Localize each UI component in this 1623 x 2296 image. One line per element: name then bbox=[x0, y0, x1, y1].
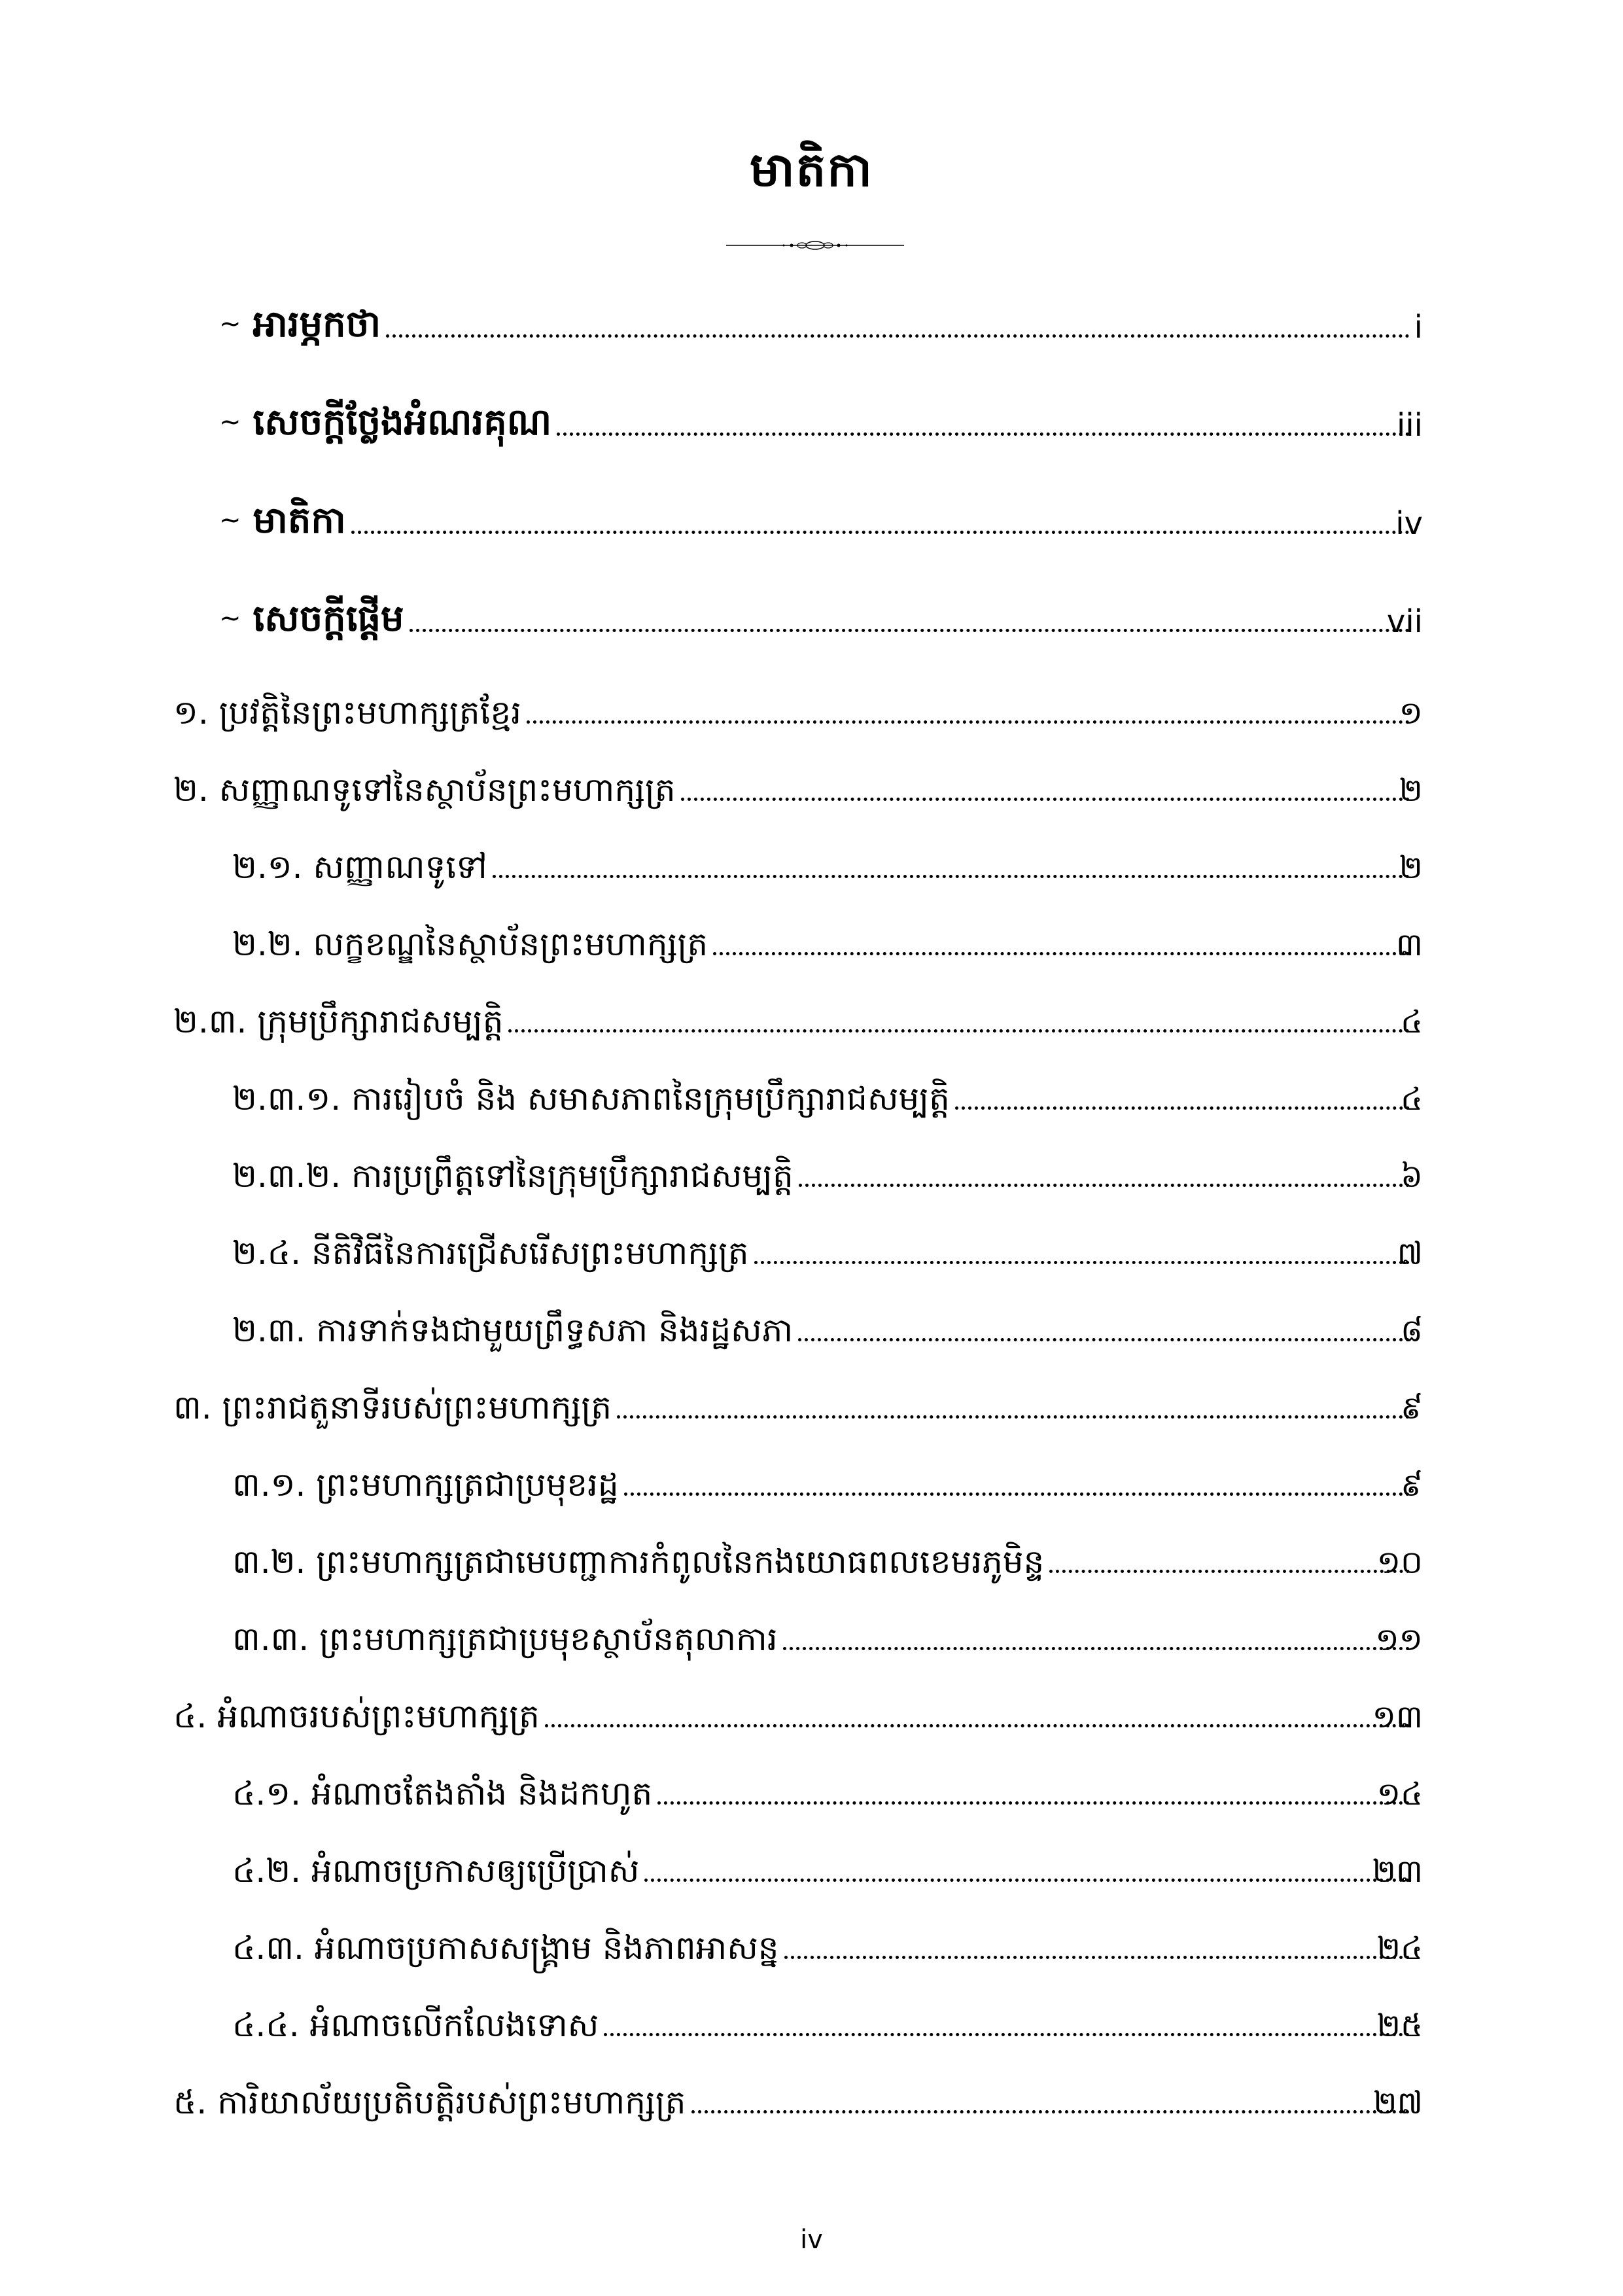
toc-page-number: ១១ bbox=[1375, 1621, 1423, 1658]
toc-entry[interactable] bbox=[232, 1446, 1423, 1505]
dot-leader bbox=[624, 1492, 1410, 1496]
toc-label: ១. ប្រវត្តិនៃព្រះមហាក្សត្រខ្មែរ bbox=[173, 694, 522, 732]
toc-page-number: iv bbox=[1395, 505, 1423, 542]
toc-front-item[interactable] bbox=[219, 484, 1423, 543]
toc-page-number: ៨ bbox=[1401, 1313, 1423, 1349]
toc-marker: ~ bbox=[219, 407, 241, 437]
toc-label: ៤.១. អំណាចតែងតាំង និងដកហូត bbox=[232, 1775, 653, 1812]
toc-entry[interactable] bbox=[232, 906, 1423, 964]
toc-label: ៤.២. អំណាចប្រកាសឲ្យប្រើប្រាស់ bbox=[232, 1852, 640, 1890]
toc-label: សេចក្តីថ្លែងអំណរគុណ bbox=[253, 401, 552, 444]
toc-page-number: ៧ bbox=[1397, 1235, 1423, 1272]
toc-entry[interactable] bbox=[173, 674, 1423, 733]
toc-page-number: ២៧ bbox=[1373, 2085, 1423, 2121]
toc-label: ២.២. លក្ខខណ្ឌនៃស្ថាប័នព្រះមហាក្សត្រ bbox=[232, 925, 708, 963]
toc-entry[interactable] bbox=[232, 1060, 1423, 1119]
toc-label: ៣.១. ព្រះមហាក្សត្រជាប្រមុខរដ្ឋ bbox=[232, 1466, 619, 1504]
toc-page-number: ៦ bbox=[1401, 1158, 1423, 1195]
toc-page-number: ២៤ bbox=[1376, 1930, 1423, 1967]
toc-page-number: ២៥ bbox=[1376, 2007, 1423, 2044]
toc-page-number: ១០ bbox=[1376, 1544, 1423, 1581]
toc-label: ២.១. សញ្ញាណទូទៅ bbox=[232, 848, 487, 886]
toc-label: អារម្ភកថា bbox=[253, 303, 381, 345]
toc-page-number: ១៤ bbox=[1376, 1776, 1423, 1812]
toc-entry[interactable] bbox=[232, 1832, 1423, 1891]
toc-label: ៤.៤. អំណាចលើកលែងទោស bbox=[232, 2006, 599, 2044]
toc-entry[interactable] bbox=[232, 1755, 1423, 1814]
dot-leader bbox=[557, 433, 1410, 436]
toc-page-number: ៤ bbox=[1401, 1004, 1423, 1040]
toc-entry[interactable] bbox=[232, 1987, 1423, 2045]
title-ornament-divider bbox=[726, 236, 904, 255]
toc-label: ២.៣.១. ការរៀបចំ និង សមាសភាពនៃក្រុមប្រឹក្សារាជសម្បត្តិ bbox=[232, 1080, 950, 1118]
toc-label: ៥. ការិយាល័យប្រតិបត្តិរបស់ព្រះមហាក្សត្រ bbox=[173, 2083, 686, 2121]
dot-leader bbox=[644, 1879, 1410, 1882]
toc-marker: ~ bbox=[219, 603, 241, 633]
dot-leader bbox=[351, 531, 1410, 534]
toc-front-item[interactable] bbox=[219, 386, 1423, 445]
toc-label: ៣.២. ព្រះមហាក្សត្រជាមេបញ្ជាការកំពូលនៃកងយោធពលខេមរភូមិន្ទ bbox=[232, 1543, 1045, 1581]
toc-label: ២.៣.២. ការប្រព្រឹត្តទៅនៃក្រុមប្រឹក្សារាជសម្បត្តិ bbox=[232, 1157, 794, 1195]
dot-leader bbox=[784, 1956, 1410, 1959]
toc-page-number: vii bbox=[1386, 603, 1423, 640]
dot-leader bbox=[617, 1415, 1410, 1419]
page-title: មាតិកា bbox=[750, 142, 873, 197]
toc-entry[interactable] bbox=[232, 828, 1423, 887]
footer-page-number: iv bbox=[800, 2225, 823, 2255]
toc-label: ៤.៣. អំណាចប្រកាសសង្គ្រាម និងភាពអាសន្ន bbox=[232, 1929, 779, 1967]
toc-page-number: ១៣ bbox=[1372, 1699, 1423, 1735]
toc-front-item[interactable] bbox=[219, 582, 1423, 641]
toc-label: ២.៤. នីតិវិធីនៃការជ្រើសរើសព្រះមហាក្សត្រ bbox=[232, 1234, 749, 1272]
toc-page-number: ៩ bbox=[1401, 1467, 1423, 1504]
toc-front-item[interactable] bbox=[219, 288, 1423, 347]
toc-entry[interactable] bbox=[232, 1909, 1423, 1968]
dot-leader bbox=[527, 720, 1410, 724]
toc-label: មាតិកា bbox=[253, 499, 346, 542]
toc-label: ២. សញ្ញាណទូទៅនៃស្ថាប័នព្រះមហាក្សត្រ bbox=[173, 771, 676, 809]
dot-leader bbox=[545, 1724, 1410, 1727]
dot-leader bbox=[493, 875, 1410, 878]
toc-page-number: ៩ bbox=[1401, 1390, 1423, 1426]
toc-page-number: i bbox=[1414, 309, 1423, 345]
toc-label: ២.៣. ក្រុមប្រឹក្សារាជសម្បត្តិ bbox=[173, 1002, 504, 1040]
dot-leader bbox=[799, 1184, 1410, 1187]
dot-leader bbox=[508, 1029, 1410, 1033]
toc-marker: ~ bbox=[219, 505, 241, 535]
toc-entry[interactable] bbox=[232, 1214, 1423, 1273]
toc-page-number: ៤ bbox=[1401, 1081, 1423, 1118]
toc-label: ៤. អំណាចរបស់ព្រះមហាក្សត្រ bbox=[173, 1697, 540, 1735]
dot-leader bbox=[955, 1106, 1410, 1110]
dot-leader bbox=[410, 629, 1410, 632]
toc-marker: ~ bbox=[219, 309, 241, 339]
dot-leader bbox=[657, 1801, 1410, 1805]
dot-leader bbox=[386, 334, 1410, 338]
toc-entry[interactable] bbox=[173, 983, 1423, 1042]
toc-page-number: ២ bbox=[1399, 772, 1423, 809]
toc-page-number: ៣ bbox=[1395, 927, 1423, 963]
toc-entry[interactable] bbox=[173, 1678, 1423, 1737]
dot-leader bbox=[798, 1338, 1410, 1341]
toc-entry[interactable] bbox=[232, 1292, 1423, 1351]
toc-label: ៣.៣. ព្រះមហាក្សត្រជាប្រមុខស្ថាប័នតុលាការ bbox=[232, 1620, 778, 1658]
dot-leader bbox=[691, 2110, 1410, 2113]
dot-leader bbox=[783, 1647, 1410, 1650]
toc-page-number: ២៣ bbox=[1372, 1853, 1423, 1890]
toc-page-number: iii bbox=[1396, 407, 1423, 444]
toc-entry[interactable] bbox=[173, 2064, 1423, 2123]
dot-leader bbox=[754, 1261, 1410, 1264]
toc-entry[interactable] bbox=[232, 1600, 1423, 1659]
toc-entry[interactable] bbox=[173, 751, 1423, 810]
toc-entry[interactable] bbox=[232, 1137, 1423, 1196]
toc-page-number: ១ bbox=[1399, 695, 1423, 732]
toc-label: ២.៣. ការទាក់ទងជាមួយព្រឹទ្ធសភា និងរដ្ឋសភា bbox=[232, 1311, 794, 1349]
toc-label: ៣. ព្រះរាជតួនាទីរបស់ព្រះមហាក្សត្រ bbox=[173, 1388, 612, 1426]
toc-page-number: ២ bbox=[1399, 849, 1423, 886]
toc-entry[interactable] bbox=[173, 1369, 1423, 1428]
toc-label: សេចក្តីផ្តើម bbox=[253, 597, 404, 640]
dot-leader bbox=[681, 798, 1410, 801]
dot-leader bbox=[604, 2033, 1410, 2036]
toc-entry[interactable] bbox=[232, 1523, 1423, 1582]
dot-leader bbox=[713, 952, 1410, 955]
